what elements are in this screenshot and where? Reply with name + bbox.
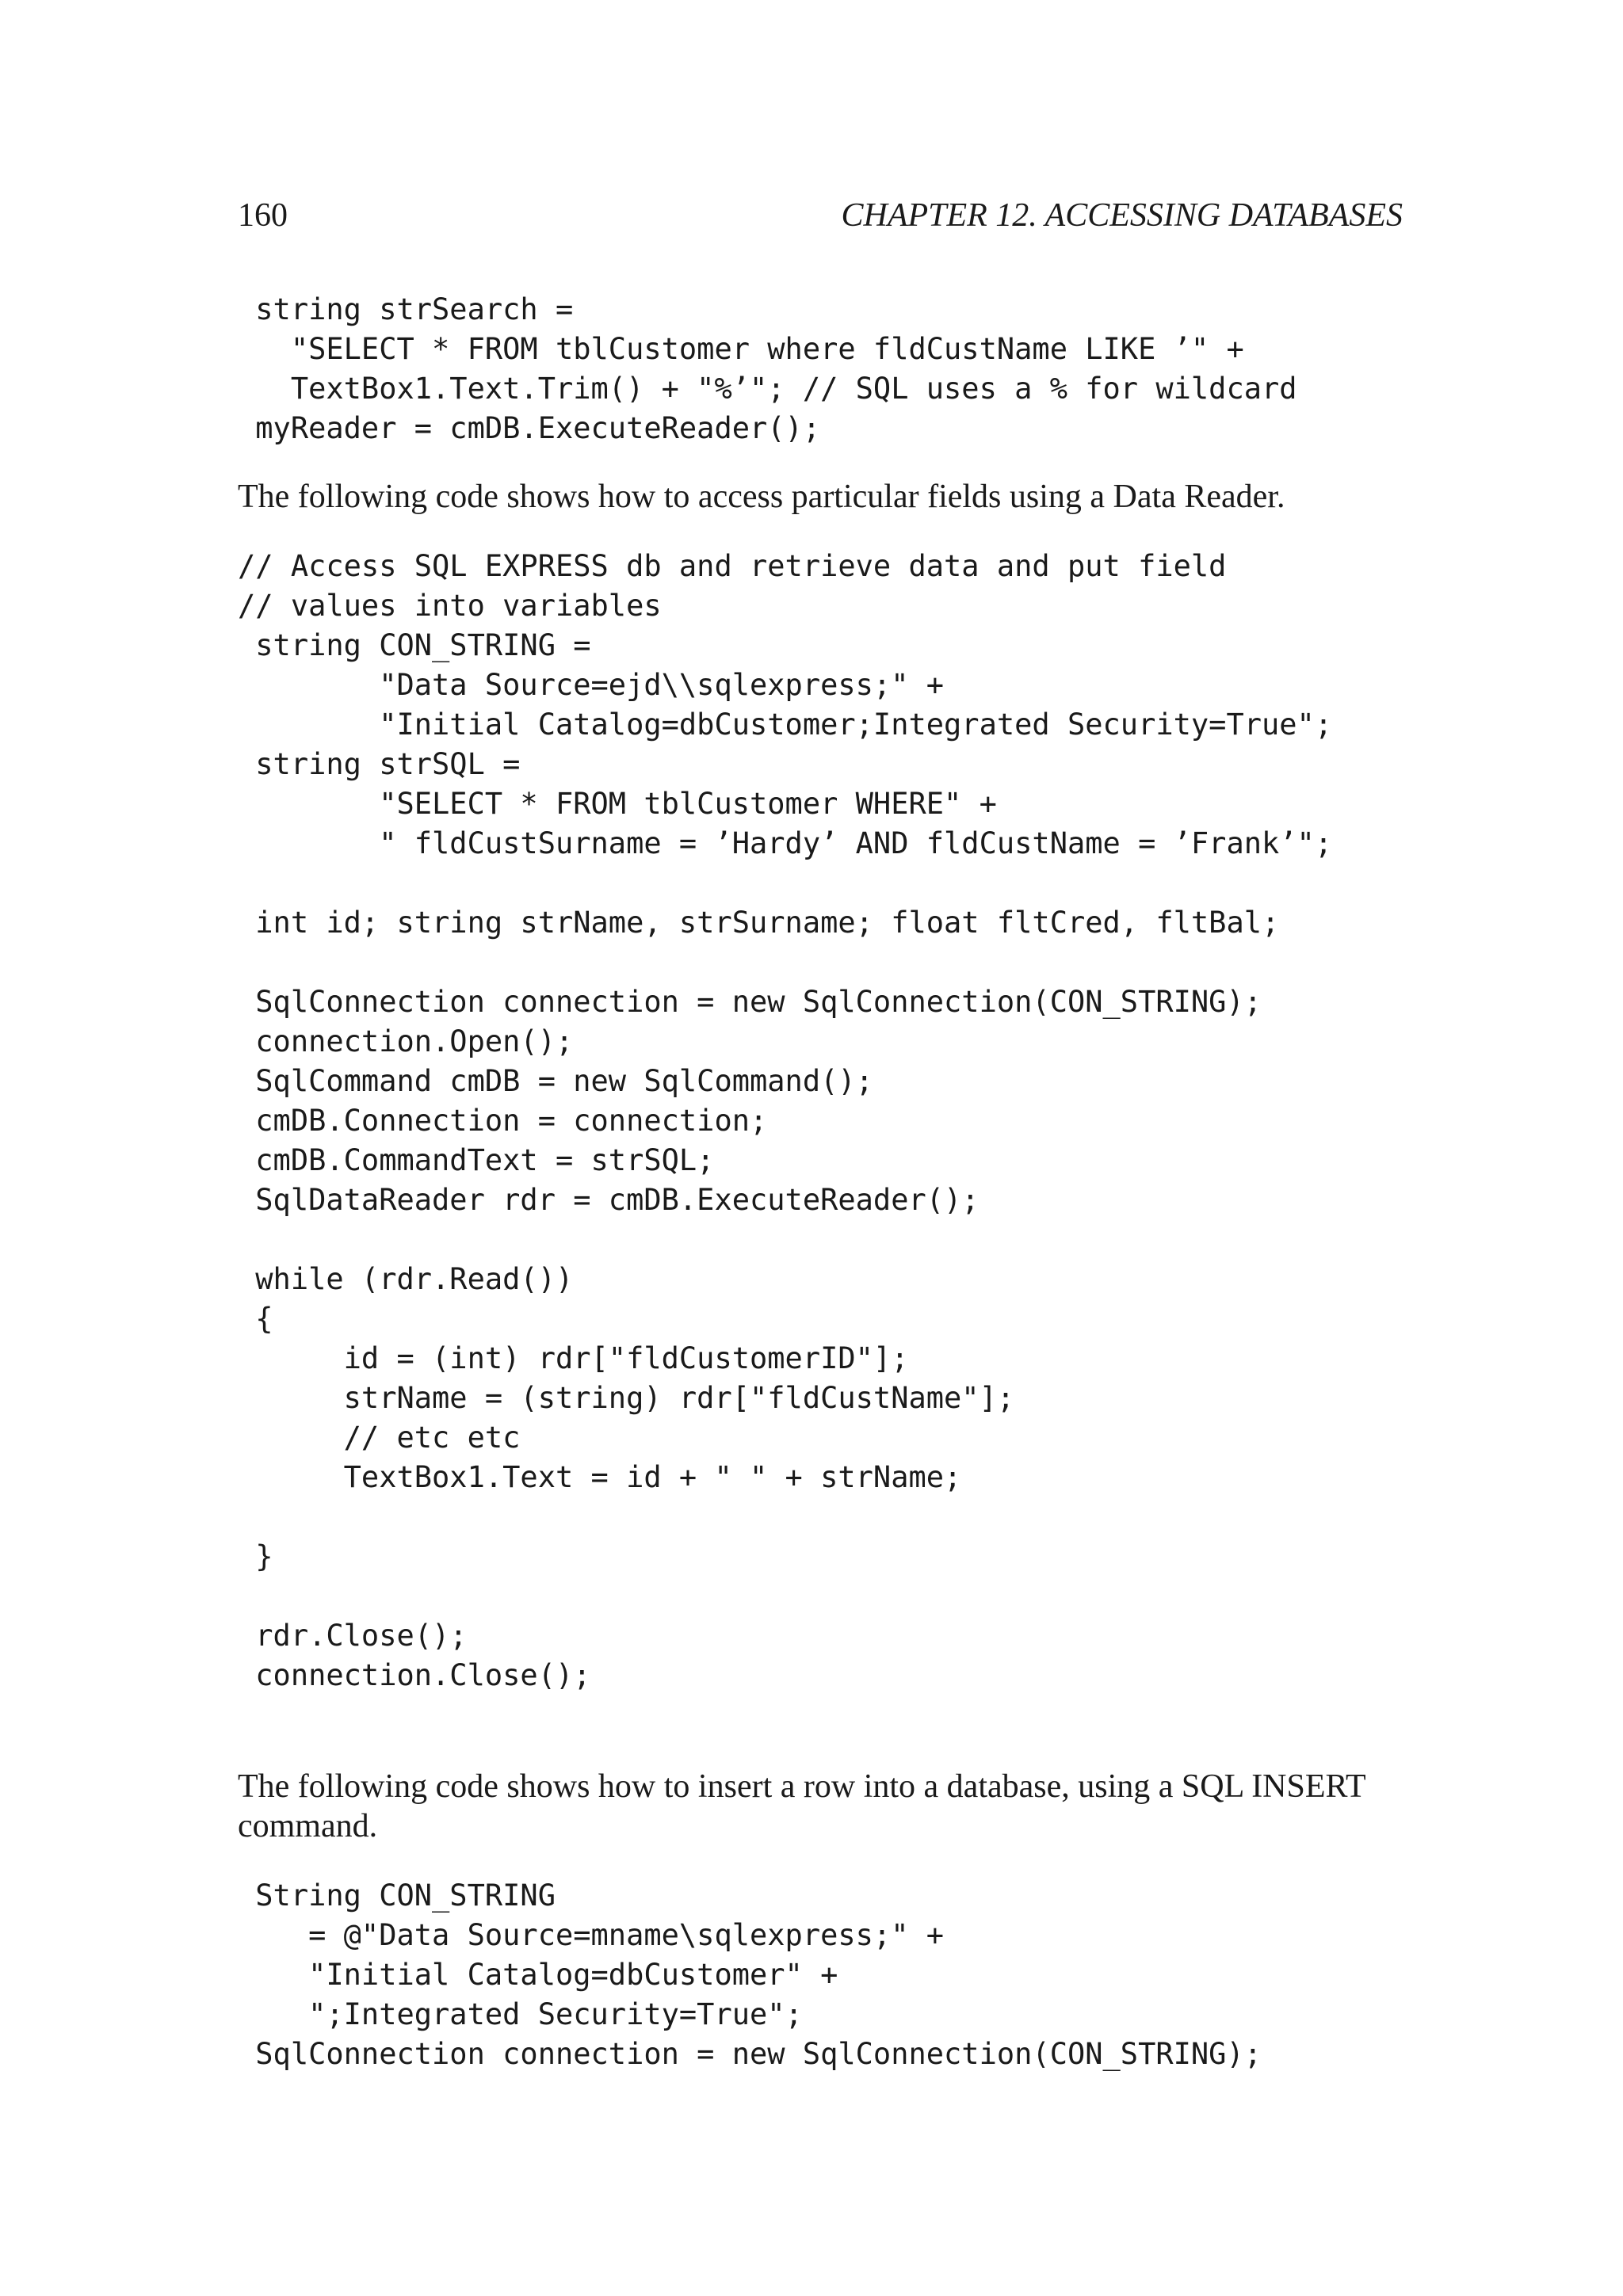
code-block-data-reader: // Access SQL EXPRESS db and retrieve data and put field // values into variables string CON_STRING = "Data Source=ejd\\sqlexpress;" + "Initial Catalog=dbCustomer;Integrated Security=True"; string strSQL = "SELECT * FROM tblCustomer WHERE" + " fldCustSurname = ’Hardy’ AND fldCustName = ’Frank’"; int id; string strName, strSurname; float fltCred, fltBal; SqlConnection connection = new SqlConnection(CON_STRING); connection.Open(); SqlCommand cmDB = new SqlCommand(); cmDB.Connection = connection; cmDB.CommandText = strSQL; SqlDataReader rdr = cmDB.ExecuteReader(); while (rdr.Read()) { id = (int) rdr["fldCustomerID"]; strName = (string) rdr["fldCustName"]; // etc etc TextBox1.Text = id + " " + strName; } rdr.Close(); connection.Close(); bbox=[238, 549, 1333, 1692]
paragraph-data-reader: The following code shows how to access particular fields using a Data Reader. bbox=[238, 479, 1285, 515]
paragraph-insert: The following code shows how to insert a row into a database, using a SQL INSERT command. bbox=[238, 1768, 1365, 1844]
running-header bbox=[238, 196, 1403, 244]
page-number: 160 bbox=[238, 197, 288, 234]
code-block-search: string strSearch = "SELECT * FROM tblCustomer where fldCustName LIKE ’" + TextBox1.Text.Trim() + "%’"; // SQL uses a % for wildcard myReader = cmDB.ExecuteReader(); bbox=[255, 292, 1297, 445]
code-block-insert: String CON_STRING = @"Data Source=mname\sqlexpress;" + "Initial Catalog=dbCustomer" + ";Integrated Security=True"; SqlConnection connection = new SqlConnection(CON_STRING); bbox=[255, 1878, 1262, 2071]
chapter-title: CHAPTER 12. ACCESSING DATABASES bbox=[841, 197, 1403, 234]
